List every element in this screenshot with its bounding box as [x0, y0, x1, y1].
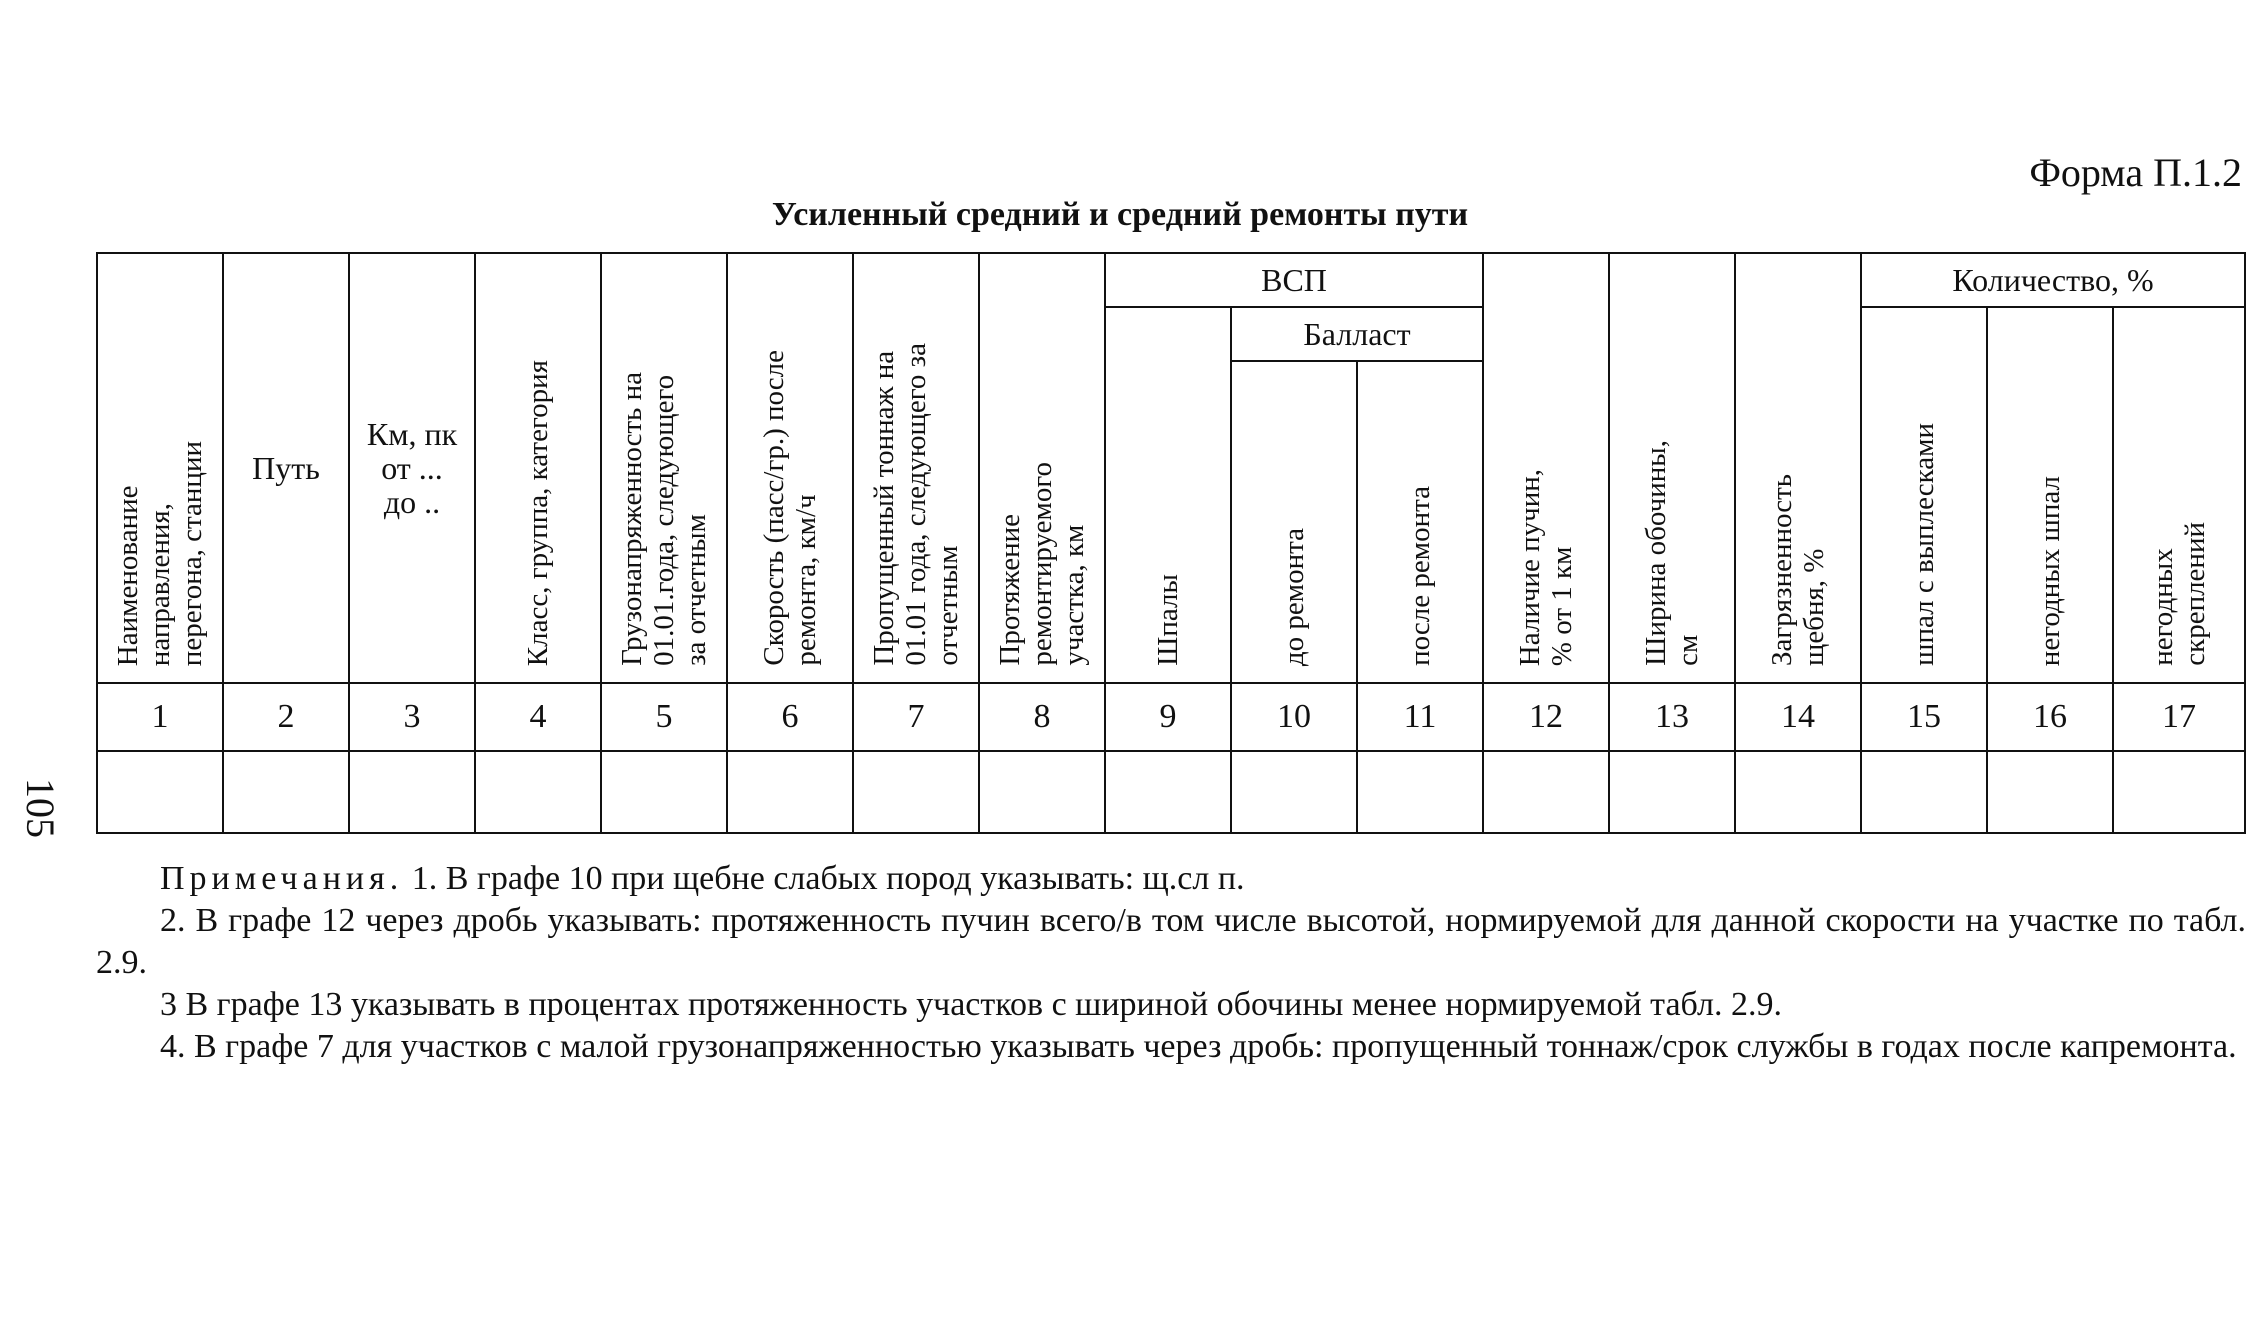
header-col-15: шпал с выплесками — [1861, 307, 1987, 683]
column-number: 6 — [727, 683, 853, 751]
blank-cell — [1357, 751, 1483, 833]
note-2: 2. В графе 12 через дробь указывать: протяженность пучин всего/в том числе высотой, нормируемой для данной скорости на участке по табл. 2.9. — [96, 902, 2246, 981]
header-group-ballast: Балласт — [1231, 307, 1483, 361]
form-label: Форма П.1.2 — [2029, 150, 2242, 195]
note-3: 3 В графе 13 указывать в процентах протяженность участков с шириной обочины менее нормируемой табл. 2.9. — [160, 986, 1782, 1023]
note-4: 4. В графе 7 для участков с малой грузонапряженностью указывать через дробь: пропущенный тоннаж/срок службы в годах после капремонта. — [160, 1028, 2237, 1065]
note-1-text: 1. В графе 10 при щебне слабых пород указывать: щ.сл п. — [411, 860, 1245, 897]
blank-cell — [1735, 751, 1861, 833]
blank-cell — [1609, 751, 1735, 833]
header-col-12: Наличие пучин, % от 1 км — [1483, 253, 1609, 683]
blank-cell — [349, 751, 475, 833]
blank-cell — [2113, 751, 2245, 833]
header-group-vsp: ВСП — [1105, 253, 1483, 307]
blank-cell — [1987, 751, 2113, 833]
blank-cell — [979, 751, 1105, 833]
header-col-13: Ширина обочины, см — [1609, 253, 1735, 683]
blank-cell — [97, 751, 223, 833]
blank-cell — [853, 751, 979, 833]
column-number: 9 — [1105, 683, 1231, 751]
blank-cell — [727, 751, 853, 833]
column-number: 5 — [601, 683, 727, 751]
column-number-row — [97, 683, 2245, 751]
blank-cell — [223, 751, 349, 833]
header-col-16: негодных шпал — [1987, 307, 2113, 683]
blank-cell — [1861, 751, 1987, 833]
column-number: 3 — [349, 683, 475, 751]
column-number: 17 — [2113, 683, 2245, 751]
header-col-10: до ремонта — [1231, 361, 1357, 683]
column-number: 2 — [223, 683, 349, 751]
blank-entry-row — [97, 751, 2245, 833]
blank-cell — [1483, 751, 1609, 833]
header-col-14: Загрязненность щебня, % — [1735, 253, 1861, 683]
column-number: 12 — [1483, 683, 1609, 751]
header-col-8: Протяжение ремонтируемого участка, км — [979, 253, 1105, 683]
header-col-11: после ремонта — [1357, 361, 1483, 683]
blank-cell — [1231, 751, 1357, 833]
column-number: 16 — [1987, 683, 2113, 751]
column-number: 10 — [1231, 683, 1357, 751]
header-col-6: Скорость (пасс/гр.) после ремонта, км/ч — [727, 253, 853, 683]
header-group-quantity: Количество, % — [1861, 253, 2245, 307]
column-number: 13 — [1609, 683, 1735, 751]
page-title-text: Усиленный средний и средний ремонты пути — [771, 196, 1469, 233]
repair-form-table — [96, 252, 2246, 834]
header-col-4: Класс, группа, категория — [475, 253, 601, 683]
column-number: 14 — [1735, 683, 1861, 751]
page-number: 105 — [18, 778, 63, 838]
notes-section — [96, 858, 2246, 1068]
header-col-1: Наименование направления, перегона, станции — [97, 253, 223, 683]
header-col-2: Путь — [223, 253, 349, 683]
blank-cell — [1105, 751, 1231, 833]
header-col-5: Грузонапряженность на 01.01.года, следующего за отчетным — [601, 253, 727, 683]
blank-cell — [601, 751, 727, 833]
header-col-7: Пропущенный тоннаж на 01.01 года, следующего за отчетным — [853, 253, 979, 683]
column-number: 4 — [475, 683, 601, 751]
blank-cell — [475, 751, 601, 833]
page-title — [0, 190, 1900, 240]
column-number: 1 — [97, 683, 223, 751]
header-col-9: Шпалы — [1105, 307, 1231, 683]
column-number: 7 — [853, 683, 979, 751]
header-col-3: Км, пк от ... до .. — [349, 253, 475, 683]
notes-label: Примечания. — [160, 860, 404, 897]
column-number: 8 — [979, 683, 1105, 751]
note-1 — [96, 858, 2246, 900]
header-col-17: негодных скреплений — [2113, 307, 2245, 683]
column-number: 11 — [1357, 683, 1483, 751]
column-number: 15 — [1861, 683, 1987, 751]
